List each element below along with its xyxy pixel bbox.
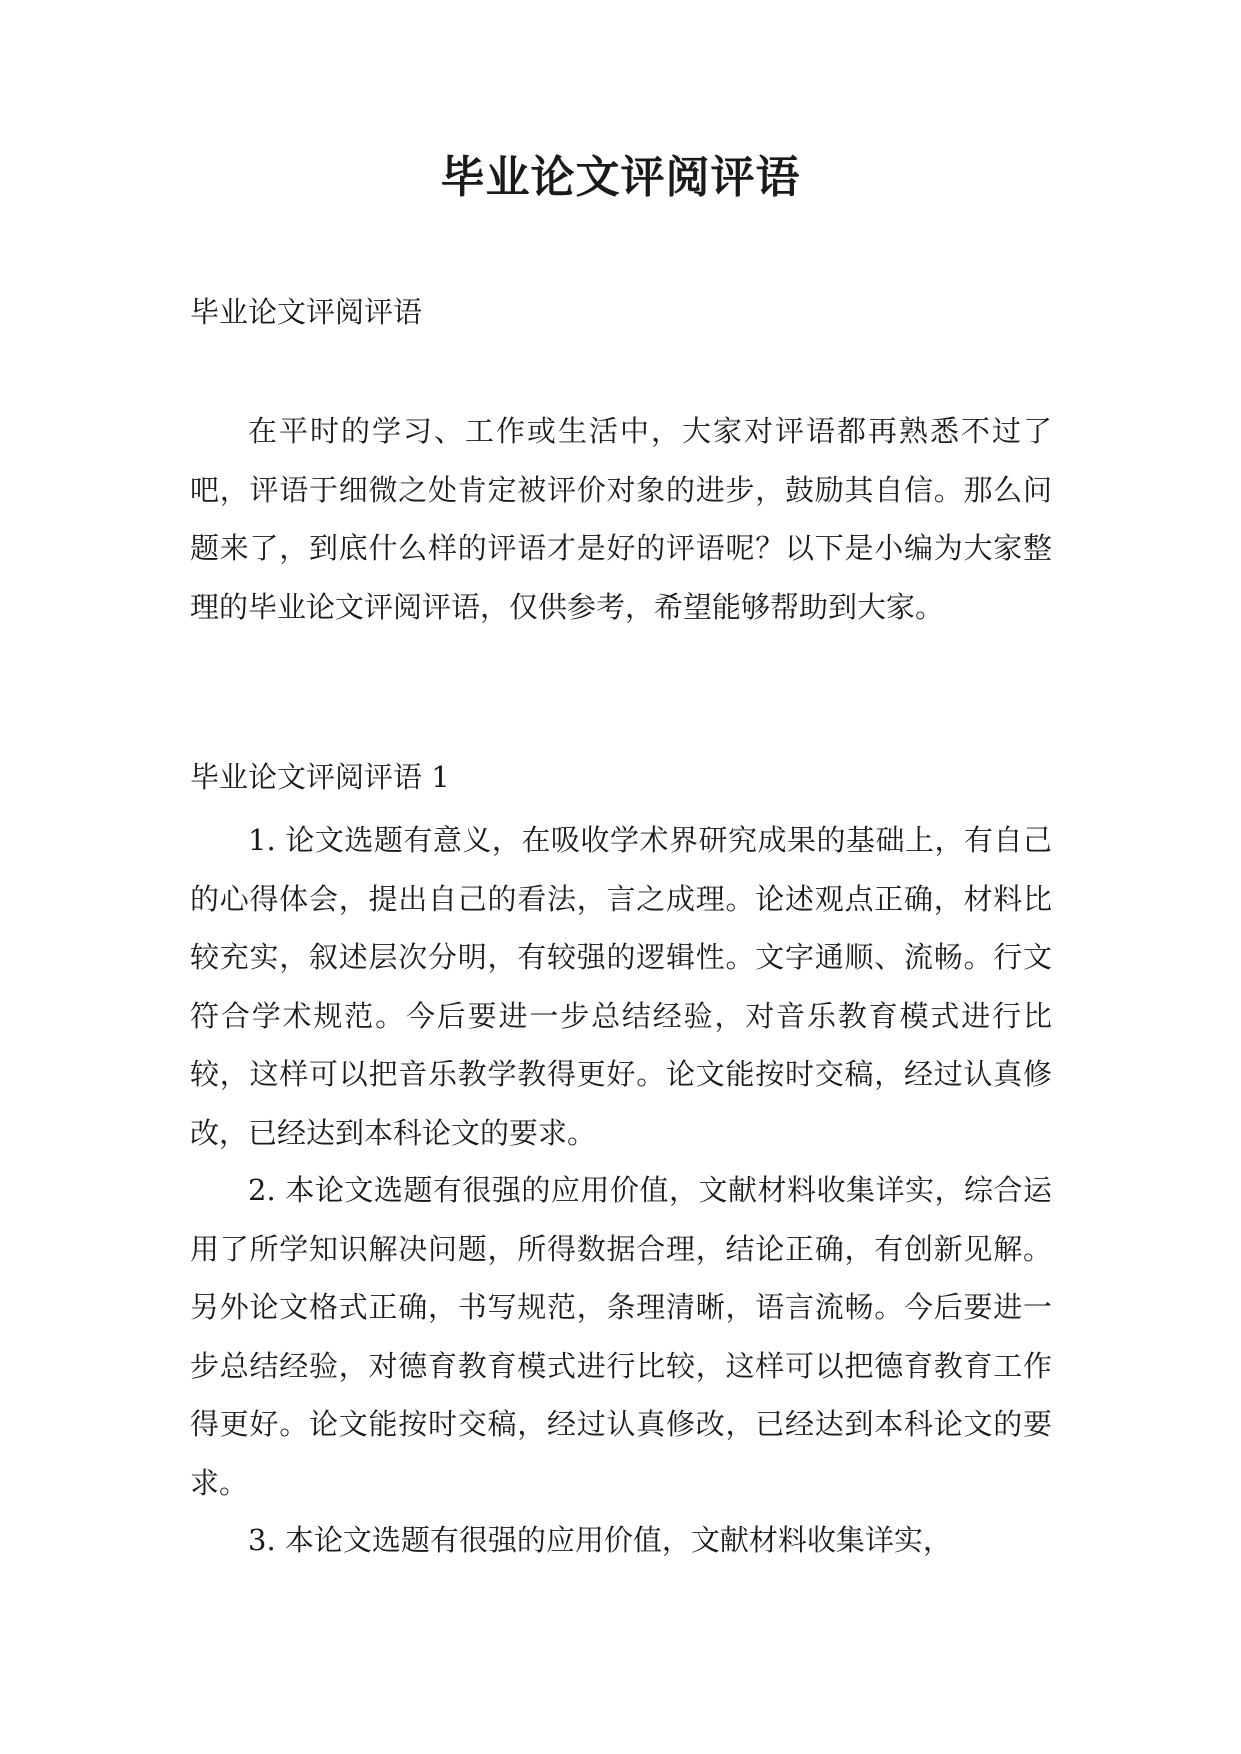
section-heading: 毕业论文评阅评语 1 (190, 760, 450, 794)
intro-paragraph: 在平时的学习、工作或生活中，大家对评语都再熟悉不过了吧，评语于细微之处肯定被评价对象的进步，鼓励其自信。那么问题来了，到底什么样的评语才是好的评语呢？以下是小编为大家整理的毕业论文评阅评语，仅供参考，希望能够帮助到大家。 (190, 414, 1052, 624)
comment-paragraph-1: 1. 论文选题有意义，在吸收学术界研究成果的基础上，有自己的心得体会，提出自己的看法，言之成理。论述观点正确，材料比较充实，叙述层次分明，有较强的逻辑性。文字通顺、流畅。行文符合学术规范。今后要进一步总结经验，对音乐教育模式进行比较，这样可以把音乐教学教得更好。论文能按时交稿，经过认真修改，已经达到本科论文的要求。 (190, 823, 1052, 1150)
comment-paragraph-2: 2. 本论文选题有很强的应用价值，文献材料收集详实，综合运用了所学知识解决问题，所得数据合理，结论正确，有创新见解。另外论文格式正确，书写规范，条理清晰，语言流畅。今后要进一步总结经验，对德育教育模式进行比较，这样可以把德育教育工作得更好。论文能按时交稿，经过认真修改，已经达到本科论文的要求。 (190, 1173, 1052, 1500)
document-title: 毕业论文评阅评语 (440, 152, 801, 203)
comment-paragraph-3: 3. 本论文选题有很强的应用价值，文献材料收集详实， (248, 1523, 952, 1557)
document-subtitle: 毕业论文评阅评语 (190, 295, 423, 329)
